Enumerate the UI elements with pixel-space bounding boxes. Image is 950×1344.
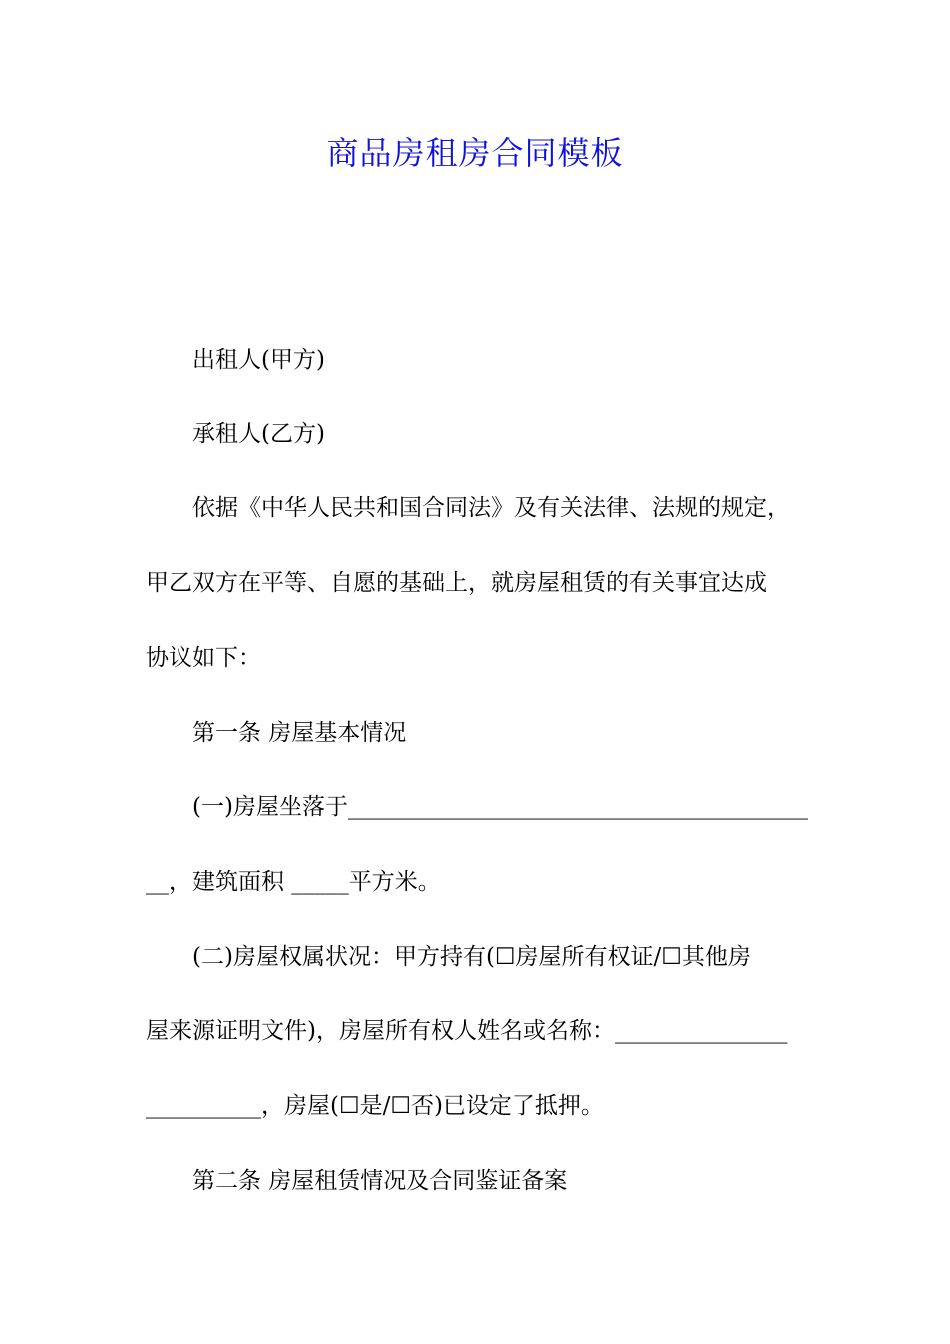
- article-2-heading: 第二条 房屋租赁情况及合同鉴证备案: [192, 1168, 568, 1194]
- lessor-label: 出租人(甲方): [192, 347, 325, 373]
- preamble-line-2: 甲乙双方在平等、自愿的基础上，就房屋租赁的有关事宜达成: [146, 570, 767, 596]
- preamble-line-1: 依据《中华人民共和国合同法》及有关法律、法规的规定，: [192, 495, 790, 521]
- lessee-label: 承租人(乙方): [192, 421, 325, 447]
- article-1-item-1-line-1: (一)房屋坐落于________________________________________: [192, 794, 808, 820]
- article-1-item-1-line-2: __，建筑面积 _____平方米。: [146, 869, 441, 895]
- article-1-item-2-line-1: (二)房屋权属状况：甲方持有(☐房屋所有权证/☐其他房: [192, 944, 751, 970]
- preamble-line-3: 协议如下：: [146, 645, 261, 671]
- article-1-item-2-line-3: __________，房屋(☐是/☐否)已设定了抵押。: [146, 1093, 604, 1119]
- article-1-item-2-line-2: 屋来源证明文件)，房屋所有权人姓名或名称：_______________: [146, 1018, 788, 1044]
- article-1-heading: 第一条 房屋基本情况: [192, 720, 407, 746]
- document-title: 商品房租房合同模板: [326, 134, 624, 172]
